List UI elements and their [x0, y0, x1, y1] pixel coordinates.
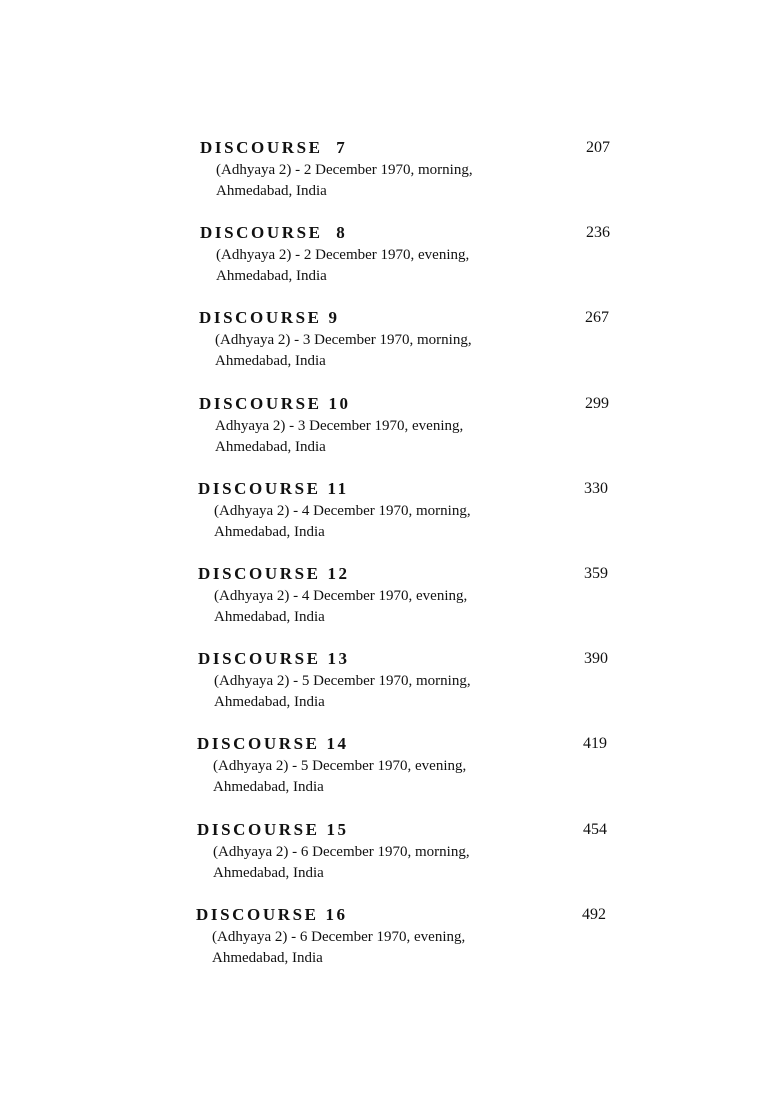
discourse-details: Adhyaya 2) - 3 December 1970, evening, — [215, 417, 464, 434]
discourse-title: DISCOURSE 14 — [197, 734, 349, 754]
discourse-title: DISCOURSE 16 — [196, 904, 348, 924]
page-number: 299 — [585, 394, 609, 412]
page-number: 359 — [584, 565, 608, 582]
toc-entry — [199, 394, 609, 474]
discourse-details: (Adhyaya 2) - 3 December 1970, morning, — [215, 332, 472, 349]
discourse-details: (Adhyaya 2) - 6 December 1970, morning, — [213, 843, 470, 860]
discourse-details: (Adhyaya 2) - 6 December 1970, evening, — [212, 928, 466, 945]
toc-entry — [198, 649, 608, 729]
discourse-title: DISCOURSE 8 — [200, 223, 348, 243]
discourse-details: (Adhyaya 2) - 5 December 1970, evening, — [213, 758, 467, 775]
page-number: 454 — [583, 820, 607, 838]
discourse-title: DISCOURSE 9 — [199, 308, 340, 328]
discourse-details: (Adhyaya 2) - 4 December 1970, evening, — [214, 588, 468, 604]
discourse-location: Ahmedabad, India — [214, 609, 325, 625]
discourse-location: Ahmedabad, India — [215, 438, 326, 455]
discourse-location: Ahmedabad, India — [216, 183, 327, 199]
discourse-title: DISCOURSE 15 — [197, 819, 349, 839]
discourse-details: (Adhyaya 2) - 2 December 1970, evening, — [216, 247, 470, 264]
discourse-location: Ahmedabad, India — [212, 949, 323, 966]
page-number: 207 — [586, 139, 610, 156]
toc-entry — [197, 734, 607, 814]
discourse-location: Ahmedabad, India — [214, 694, 325, 711]
discourse-title: DISCOURSE 10 — [199, 393, 351, 413]
discourse-details: (Adhyaya 2) - 4 December 1970, morning, — [214, 502, 471, 519]
toc-entry — [200, 223, 610, 303]
page-number: 267 — [585, 309, 609, 327]
page-number: 330 — [584, 479, 608, 497]
toc-entry — [196, 905, 606, 985]
discourse-location: Ahmedabad, India — [213, 864, 324, 881]
discourse-location: Ahmedabad, India — [214, 523, 325, 540]
discourse-title: DISCOURSE 11 — [198, 478, 349, 498]
page-number: 419 — [583, 735, 607, 753]
toc-entry — [200, 138, 610, 218]
page-number: 492 — [582, 905, 606, 923]
discourse-details: (Adhyaya 2) - 5 December 1970, morning, — [214, 673, 471, 690]
toc-entry — [199, 308, 609, 388]
toc-entry — [198, 479, 608, 559]
discourse-location: Ahmedabad, India — [216, 268, 327, 285]
discourse-title: DISCOURSE 13 — [198, 649, 350, 669]
discourse-title: DISCOURSE 12 — [198, 564, 350, 583]
page-number: 236 — [586, 224, 610, 242]
toc-entry — [198, 564, 608, 644]
page-number: 390 — [584, 650, 608, 668]
discourse-title: DISCOURSE 7 — [200, 138, 348, 157]
discourse-location: Ahmedabad, India — [213, 779, 324, 796]
toc-entry — [197, 820, 607, 900]
discourse-details: (Adhyaya 2) - 2 December 1970, morning, — [216, 162, 473, 178]
discourse-location: Ahmedabad, India — [215, 353, 326, 370]
